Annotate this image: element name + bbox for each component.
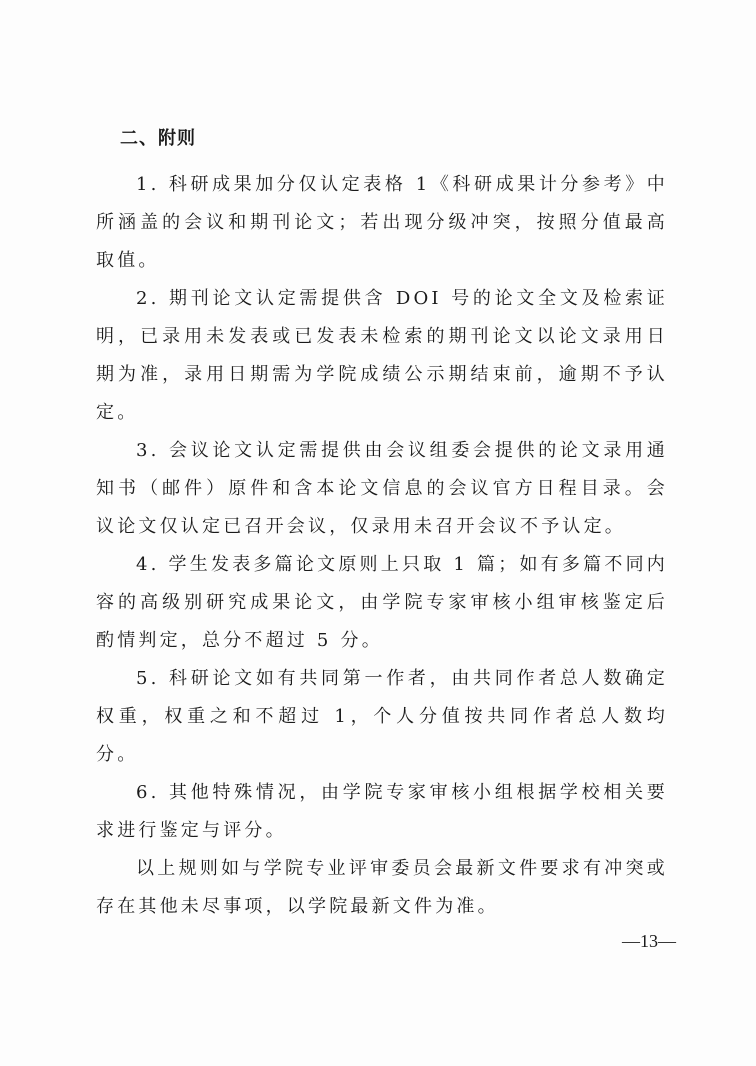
- rule-paragraph-1: 1. 科研成果加分仅认定表格 1《科研成果计分参考》中所涵盖的会议和期刊论文；若出现分级冲突，按照分值最高取值。: [96, 174, 668, 271]
- rule-paragraph-4: 4. 学生发表多篇论文原则上只取 1 篇；如有多篇不同内容的高级别研究成果论文，由学院专家审核小组审核鉴定后酌情判定，总分不超过 5 分。: [96, 554, 668, 651]
- closing-paragraph: 以上规则如与学院专业评审委员会最新文件要求有冲突或存在其他未尽事项，以学院最新文件为准。: [96, 858, 668, 917]
- page-number: —13—: [622, 931, 676, 951]
- rule-paragraph-3: 3. 会议论文认定需提供由会议组委会提供的论文录用通知书（邮件）原件和含本论文信息的会议官方日程目录。会议论文仅认定已召开会议，仅录用未召开会议不予认定。: [96, 440, 668, 537]
- section-heading: 二、附则: [120, 128, 196, 149]
- document-body: [96, 120, 668, 926]
- rule-paragraph-6: 6. 其他特殊情况，由学院专家审核小组根据学校相关要求进行鉴定与评分。: [96, 782, 668, 841]
- rule-paragraph-5: 5. 科研论文如有共同第一作者，由共同作者总人数确定权重，权重之和不超过 1，个人分值按共同作者总人数均分。: [96, 668, 668, 765]
- rule-paragraph-2: 2. 期刊论文认定需提供含 DOI 号的论文全文及检索证明，已录用未发表或已发表未检索的期刊论文以论文录用日期为准，录用日期需为学院成绩公示期结束前，逾期不予认定。: [96, 288, 668, 423]
